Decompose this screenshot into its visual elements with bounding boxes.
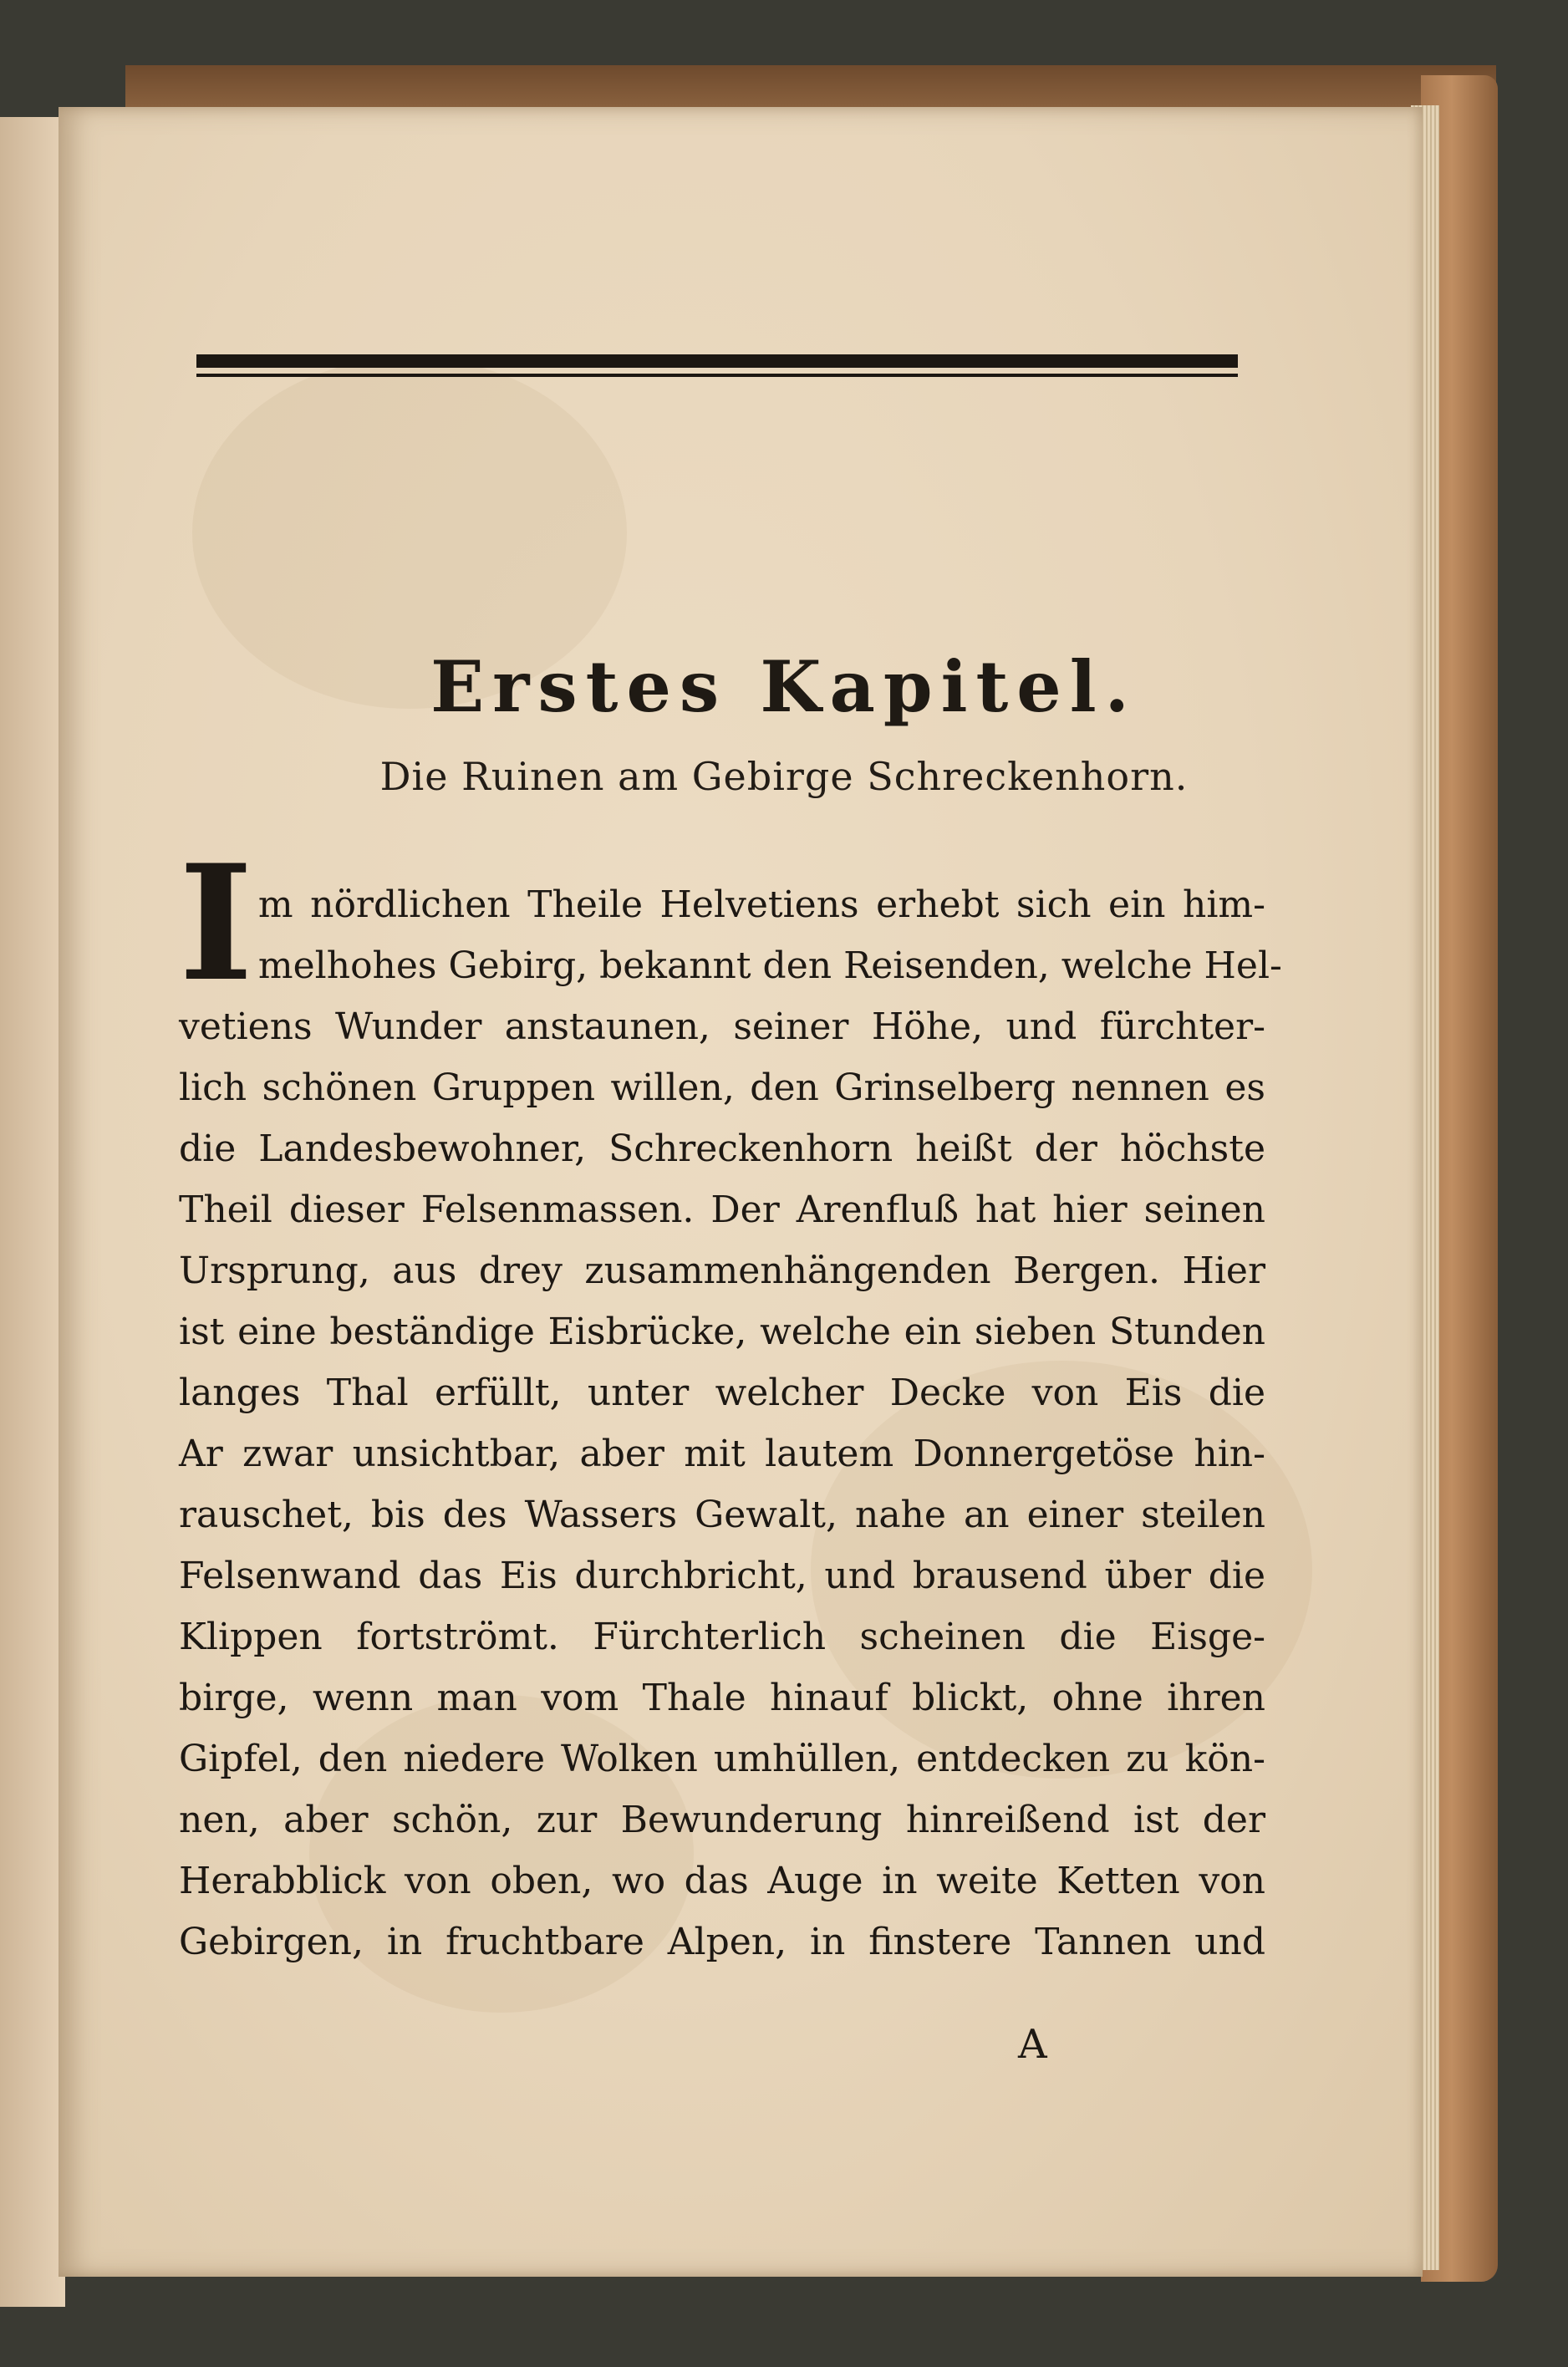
previous-page-edge [0, 117, 65, 2307]
text-line: vetiens Wunder anstaunen, seiner Höhe, und fürchter- [179, 1005, 1265, 1048]
text-line: langes Thal erfüllt, unter welcher Decke von Eis die [179, 1372, 1265, 1414]
text-line: lich schönen Gruppen willen, den Grinselberg nennen es [179, 1066, 1265, 1109]
text-line: Ar zwar unsichtbar, aber mit lautem Donnergetöse hin- [179, 1433, 1265, 1475]
text-line: die Landesbewohner, Schreckenhorn heißt der höchste [179, 1128, 1265, 1170]
text-line: m nördlichen Theile Helvetiens erhebt sich ein him- [257, 883, 1265, 926]
body-text [179, 830, 1282, 1973]
text-line: Gebirgen, in fruchtbare Alpen, in finstere Tannen und [179, 1921, 1265, 1963]
text-line: ist eine beständige Eisbrücke, welche ein sieben Stunden [179, 1311, 1265, 1353]
text-line: Ursprung, aus drey zusammenhängenden Bergen. Hier [179, 1250, 1265, 1292]
text-line: melhohes Gebirg, bekannt den Reisenden, welche Hel- [257, 944, 1282, 987]
text-line: Herabblick von oben, wo das Auge in weite Ketten von [179, 1860, 1265, 1902]
text-line: birge, wenn man vom Thale hinauf blickt, ohne ihren [179, 1677, 1265, 1719]
chapter-title: Erstes Kapitel. [430, 645, 1138, 728]
text-line: Gipfel, den niedere Wolken umhüllen, entdecken zu kön- [179, 1738, 1265, 1780]
header-rule-thin [196, 374, 1238, 377]
text-line: nen, aber schön, zur Bewunderung hinreißend ist der [179, 1799, 1265, 1841]
catchword: A [1018, 2021, 1047, 2068]
header-rule-thick [196, 354, 1238, 368]
text-line: Theil dieser Felsenmassen. Der Arenfluß hat hier seinen [179, 1189, 1265, 1231]
chapter-subtitle: Die Ruinen am Gebirge Schreckenhorn. [379, 754, 1189, 799]
drop-cap-initial: I [179, 830, 253, 1016]
text-line: Klippen fortströmt. Fürchterlich scheinen die Eisge- [179, 1616, 1265, 1658]
text-line: rauschet, bis des Wassers Gewalt, nahe an einer steilen [179, 1494, 1265, 1536]
text-line: Felsenwand das Eis durchbricht, und brausend über die [179, 1555, 1265, 1597]
